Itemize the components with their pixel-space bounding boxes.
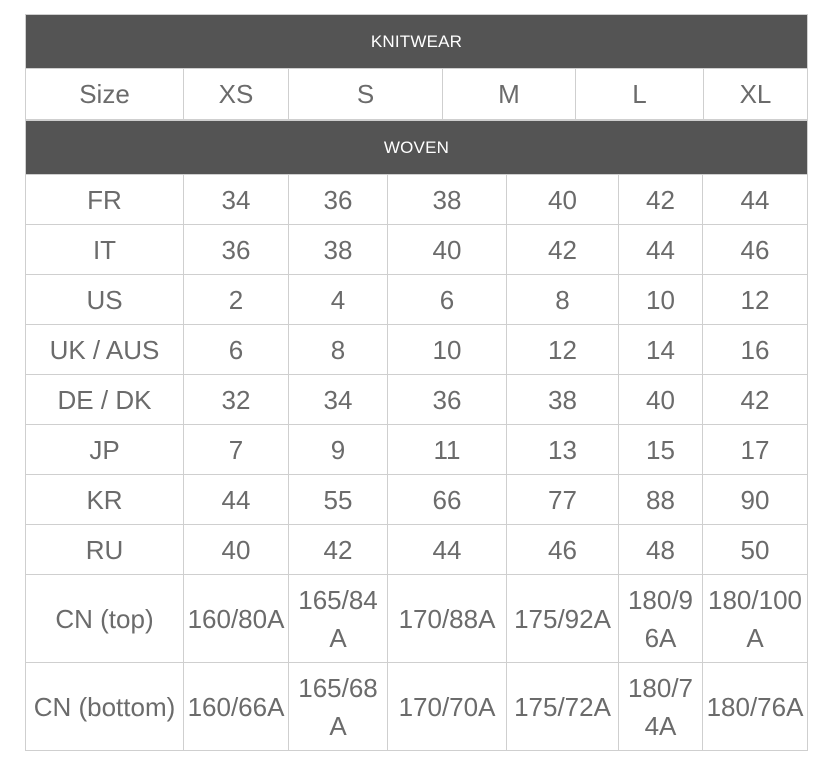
- woven-size-cell: 180/100A: [708, 584, 802, 653]
- size-xs-cell: XS: [184, 69, 289, 119]
- woven-region-cell: JP: [26, 425, 184, 474]
- woven-grid: [25, 175, 808, 751]
- knitwear-size-row: [26, 69, 807, 120]
- woven-row: [26, 575, 807, 663]
- woven-region-cell: US: [26, 275, 184, 324]
- woven-region-cell: KR: [26, 475, 184, 524]
- woven-row: [26, 325, 807, 375]
- woven-size-cell: 14: [619, 325, 703, 374]
- woven-region-cell: UK / AUS: [26, 325, 184, 374]
- size-label-cell: Size: [26, 69, 184, 119]
- woven-size-cell: 6: [184, 325, 289, 374]
- woven-size-cell: 36: [184, 225, 289, 274]
- woven-size-cell: 48: [619, 525, 703, 574]
- woven-size-cell: 165/84A: [289, 575, 388, 662]
- woven-size-cell: 8: [507, 275, 619, 324]
- woven-size-cell: 42: [289, 525, 388, 574]
- woven-region-cell: RU: [26, 525, 184, 574]
- woven-region-cell: FR: [26, 175, 184, 224]
- woven-size-cell: 10: [619, 275, 703, 324]
- woven-size-cell: 170/70A: [388, 663, 507, 750]
- woven-size-cell: 12: [740, 284, 770, 315]
- size-chart: [25, 14, 808, 751]
- woven-header: WOVEN: [25, 120, 808, 175]
- woven-size-cell: 180/76A: [706, 691, 804, 722]
- woven-region-cell: IT: [26, 225, 184, 274]
- woven-size-cell: 160/80A: [184, 575, 289, 662]
- woven-size-cell: 90: [740, 484, 770, 515]
- woven-size-cell: 175/72A: [507, 663, 619, 750]
- woven-size-cell: 40: [619, 375, 703, 424]
- woven-size-cell: 4: [289, 275, 388, 324]
- woven-size-cell: 16: [740, 334, 770, 365]
- woven-size-cell: 7: [184, 425, 289, 474]
- woven-size-cell: 10: [388, 325, 507, 374]
- woven-size-cell: 165/68A: [289, 663, 388, 750]
- woven-row: [26, 225, 807, 275]
- size-s-cell: S: [289, 69, 443, 119]
- woven-size-cell: 44: [388, 525, 507, 574]
- woven-size-cell: 55: [289, 475, 388, 524]
- woven-size-cell: 44: [740, 184, 770, 215]
- woven-size-cell: 46: [507, 525, 619, 574]
- woven-size-cell: 180/96A: [619, 575, 703, 662]
- woven-size-cell: 36: [388, 375, 507, 424]
- woven-size-cell: 38: [507, 375, 619, 424]
- woven-region-cell: CN (top): [26, 575, 184, 662]
- woven-size-cell: 42: [619, 175, 703, 224]
- woven-size-cell: 36: [289, 175, 388, 224]
- woven-region-cell: CN (bottom): [26, 663, 184, 750]
- woven-size-cell: 42: [507, 225, 619, 274]
- woven-size-cell: 40: [184, 525, 289, 574]
- woven-row: [26, 425, 807, 475]
- woven-size-cell: 46: [740, 234, 770, 265]
- woven-size-cell: 40: [507, 175, 619, 224]
- woven-row: [26, 663, 807, 751]
- woven-size-cell: 34: [184, 175, 289, 224]
- woven-size-cell: 32: [184, 375, 289, 424]
- woven-size-cell: 180/74A: [619, 663, 703, 750]
- woven-size-cell: 170/88A: [388, 575, 507, 662]
- woven-row: [26, 375, 807, 425]
- woven-size-cell: 38: [289, 225, 388, 274]
- woven-size-cell: 8: [289, 325, 388, 374]
- woven-size-cell: 44: [184, 475, 289, 524]
- woven-row: [26, 475, 807, 525]
- size-xl-cell: XL: [739, 79, 772, 109]
- woven-size-cell: 77: [507, 475, 619, 524]
- woven-size-cell: 88: [619, 475, 703, 524]
- woven-row: [26, 275, 807, 325]
- woven-size-cell: 6: [388, 275, 507, 324]
- woven-size-cell: 40: [388, 225, 507, 274]
- woven-size-cell: 44: [619, 225, 703, 274]
- woven-size-cell: 50: [740, 534, 770, 565]
- woven-size-cell: 11: [388, 425, 507, 474]
- woven-size-cell: 66: [388, 475, 507, 524]
- woven-size-cell: 2: [184, 275, 289, 324]
- woven-row: [26, 525, 807, 575]
- size-l-cell: L: [576, 69, 704, 119]
- woven-size-cell: 175/92A: [507, 575, 619, 662]
- knitwear-header: KNITWEAR: [25, 14, 808, 69]
- woven-size-cell: 34: [289, 375, 388, 424]
- knitwear-grid: [25, 69, 808, 120]
- size-m-cell: M: [443, 69, 576, 119]
- woven-size-cell: 38: [388, 175, 507, 224]
- woven-size-cell: 13: [507, 425, 619, 474]
- woven-region-cell: DE / DK: [26, 375, 184, 424]
- woven-size-cell: 17: [740, 434, 770, 465]
- woven-size-cell: 9: [289, 425, 388, 474]
- woven-size-cell: 15: [619, 425, 703, 474]
- woven-size-cell: 12: [507, 325, 619, 374]
- woven-row: [26, 175, 807, 225]
- woven-size-cell: 42: [740, 384, 770, 415]
- woven-size-cell: 160/66A: [184, 663, 289, 750]
